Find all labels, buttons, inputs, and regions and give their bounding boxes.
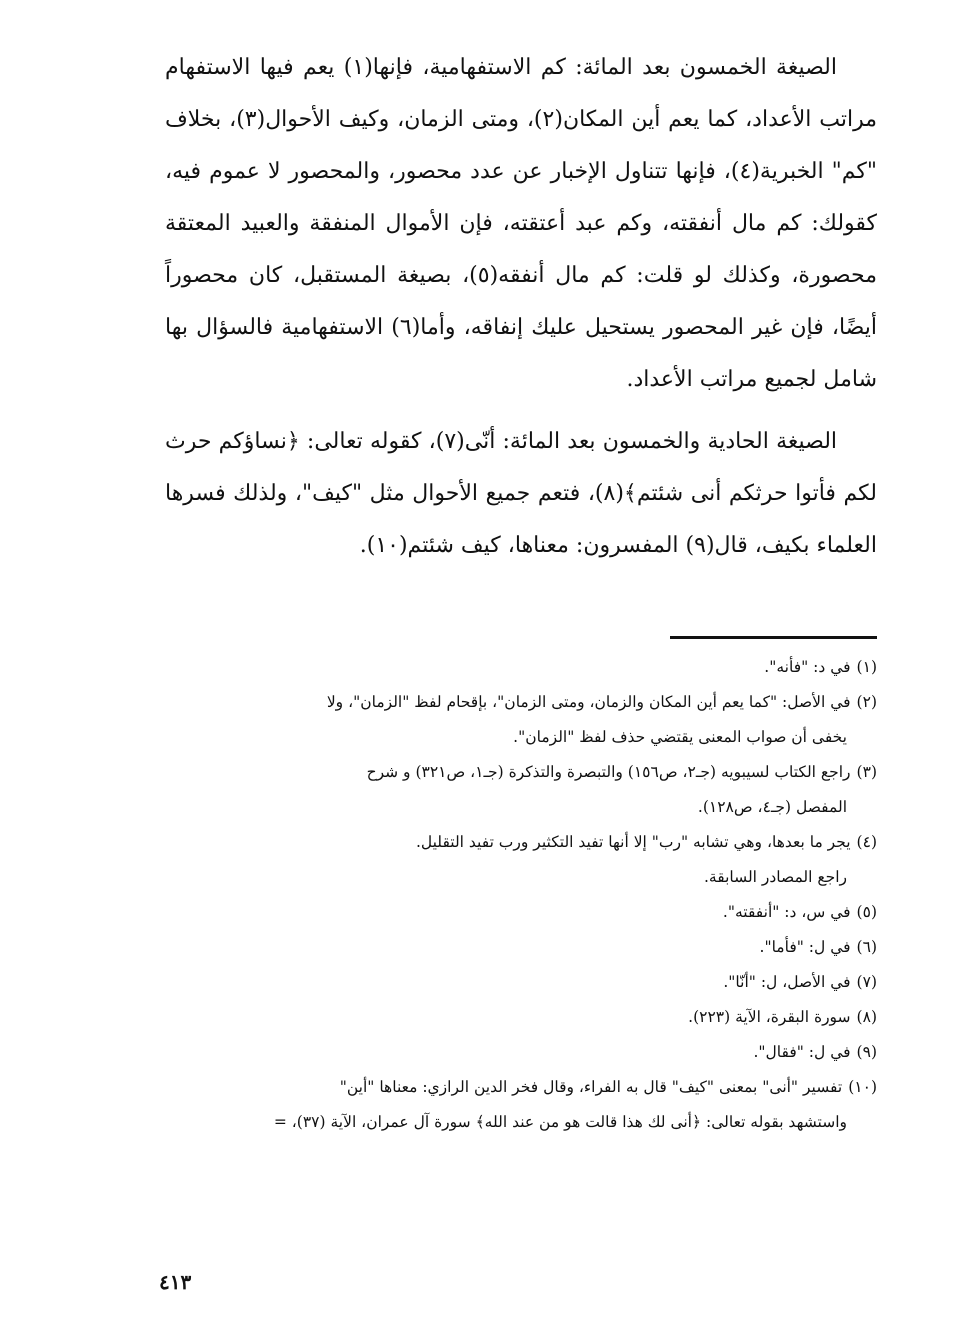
footnote-text: يجر ما بعدها، وهي تشابه "رب" إلا أنها تفيد التكثير ورب تفيد التقليل.: [415, 833, 851, 851]
footnote-number: (٢): [856, 693, 877, 711]
footnote-continuation: راجع المصادر السابقة.: [704, 868, 847, 886]
footnote-number: (٤): [856, 833, 877, 851]
footnote-9: [165, 1035, 877, 1070]
footnote-continuation: المفصل (جـ٤، ص١٢٨).: [697, 798, 847, 816]
footnote-number: (١٠): [848, 1078, 877, 1096]
footnote-2: [165, 685, 877, 755]
footnote-number: (٥): [856, 903, 877, 921]
footnote-text: في ل: "فأما".: [759, 938, 851, 956]
footnote-text: سورة البقرة، الآية (٢٢٣).: [688, 1008, 851, 1026]
footnotes: [165, 650, 877, 1140]
footnote-text: تفسير "أنى" بمعنى "كيف" قال به الفراء، وقال فخر الدين الرازي: معناها "أين": [339, 1078, 843, 1096]
footnote-number: (٨): [856, 1008, 877, 1026]
footnote-continuation: يخفى أن صواب المعنى يقتضي حذف لفظ "الزمان".: [513, 728, 847, 746]
footnote-10: [165, 1070, 877, 1140]
footnote-number: (٩): [856, 1043, 877, 1061]
paragraph-151: الصيغة الحادية والخمسون بعد المائة: أنّى(٧)، كقوله تعالى: ﴿نساؤكم حرث لكم فأتوا حرثكم أنى شئتم﴾(٨)، فتعم جميع الأحوال مثل "كيف"، ولذلك فسرها العلماء بكيف، قال(٩) المفسرون: معناها، كيف شئتم(١٠).: [165, 429, 877, 558]
main-text: [165, 42, 877, 572]
footnote-7: [165, 965, 877, 1000]
footnote-number: (٧): [856, 973, 877, 991]
footnote-text: في د: "فأنه".: [764, 658, 851, 676]
page-number: ٤١٣: [159, 1270, 192, 1294]
footnote-6: [165, 930, 877, 965]
footnote-5: [165, 895, 877, 930]
footnote-text: في ل: "فقال".: [753, 1043, 851, 1061]
footnote-3: [165, 755, 877, 825]
footnote-number: (٦): [856, 938, 877, 956]
footnote-number: (١): [856, 658, 877, 676]
footnote-text: في الأصل: "كما يعم أين المكان والزمان، ومتى الزمان"، بإقحام لفظ "الزمان"، ولا: [326, 693, 851, 711]
footnote-continuation: واستشهد بقوله تعالى: ﴿أنى لك هذا قالت هو من عند الله﴾ سورة آل عمران، الآية (٣٧)، =: [273, 1113, 847, 1131]
paragraph-150: الصيغة الخمسون بعد المائة: كم الاستفهامية، فإنها(١) يعم فيها الاستفهام مراتب الأعداد، كما يعم أين المكان(٢)، ومتى الزمان، وكيف الأحوال(٣)، بخلاف "كم" الخبرية(٤)، فإنها تتناول الإخبار عن عدد محصور، والمحصور لا عموم فيه، كقولك: كم مال أنفقته، وكم عبد أعتقته، فإن الأموال المنفقة والعبيد المعتقة محصورة، وكذلك لو قلت: كم مال أنفقه(٥)، بصيغة المستقبل، كان محصوراً أيضًا، فإن غير المحصور يستحيل عليك إنفاقه، وأما(٦) الاستفهامية فالسؤال بها شامل لجميع مراتب الأعداد.: [165, 55, 878, 392]
footnote-1: [165, 650, 877, 685]
footnote-text: في الأصل، ل: "أنّا".: [723, 973, 851, 991]
footnote-8: [165, 1000, 877, 1035]
footnote-4: [165, 825, 877, 895]
footnote-text: راجع الكتاب لسيبويه (جـ٢، ص١٥٦) والتبصرة والتذكرة (جـ١، ص٣٢١) و شرح: [366, 763, 851, 781]
footnote-text: في س، د: "أنفقته".: [722, 903, 851, 921]
footnote-number: (٣): [856, 763, 877, 781]
footnote-separator: [670, 636, 877, 639]
